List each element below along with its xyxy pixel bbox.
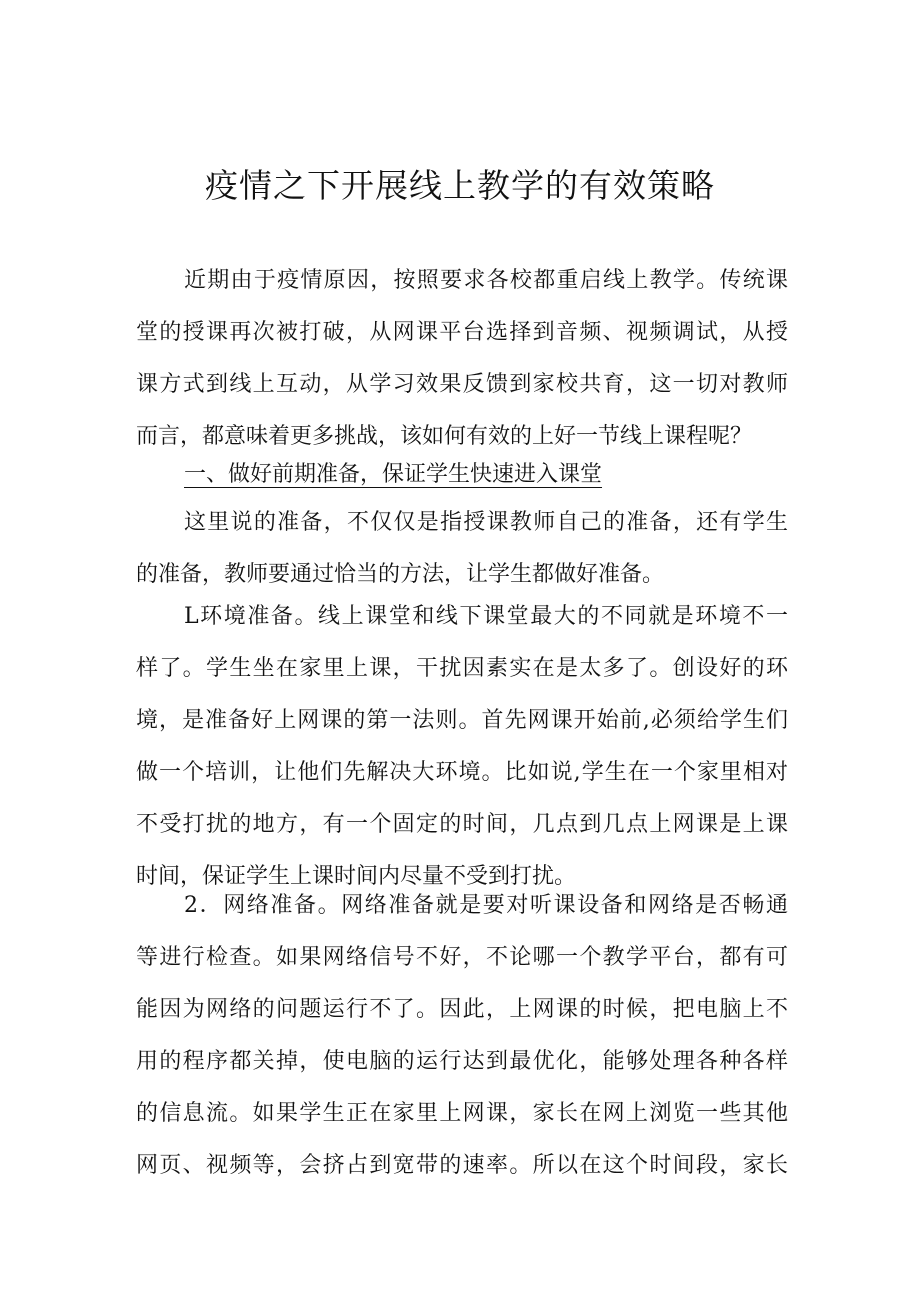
text-line: 课方式到线上互动，从学习效果反馈到家校共育，这一切对教师 [136, 372, 788, 397]
paragraph-preparation [136, 497, 788, 601]
section-heading: 一、做好前期准备，保证学生快速进入课堂 [184, 462, 603, 487]
text-line: 用的程序都关掉，使电脑的运行达到最优化，能够处理各种各样 [136, 1049, 788, 1074]
text-line: 能因为网络的问题运行不了。因此，上网课的时候，把电脑上不 [136, 997, 788, 1022]
text-line: L环境准备。线上课堂和线下课堂最大的不同就是环境不一 [184, 604, 788, 629]
text-line: 不受打扰的地方，有一个固定的时间，几点到几点上网课是上课 [136, 812, 788, 837]
paragraph-environment [136, 591, 788, 903]
text-line: 网页、视频等，会挤占到宽带的速率。所以在这个时间段，家长 [136, 1153, 788, 1178]
text-line: 的信息流。如果学生正在家里上网课，家长在网上浏览一些其他 [136, 1101, 788, 1126]
text-line: 境，是准备好上网课的第一法则。首先网课开始前,必须给学生们 [136, 708, 788, 733]
text-line: 而言，都意味着更多挑战，该如何有效的上好一节线上课程呢？ [136, 424, 753, 449]
section-heading-block [136, 449, 788, 501]
text-line: 2．网络准备。网络准备就是要对听课设备和网络是否畅通 [184, 893, 788, 918]
paragraph-intro [136, 255, 788, 463]
text-line: 做一个培训，让他们先解决大环境。比如说,学生在一个家里相对 [136, 760, 788, 785]
text-line: 堂的授课再次被打破，从网课平台选择到音频、视频调试，从授 [136, 320, 788, 345]
text-line: 近期由于疫情原因，按照要求各校都重启线上教学。传统课 [184, 268, 788, 293]
paragraph-network [136, 880, 788, 1192]
text-line: 时间，保证学生上课时间内尽量不受到打扰。 [136, 864, 577, 889]
text-line: 样了。学生坐在家里上课，干扰因素实在是太多了。创设好的环 [136, 656, 788, 681]
text-line: 的准备，教师要通过恰当的方法，让学生都做好准备。 [136, 562, 665, 587]
document-title: 疫情之下开展线上教学的有效策略 [205, 166, 715, 205]
text-line: 这里说的准备，不仅仅是指授课教师自己的准备，还有学生 [184, 510, 788, 535]
text-line: 等进行检查。如果网络信号不好，不论哪一个教学平台，都有可 [136, 945, 788, 970]
